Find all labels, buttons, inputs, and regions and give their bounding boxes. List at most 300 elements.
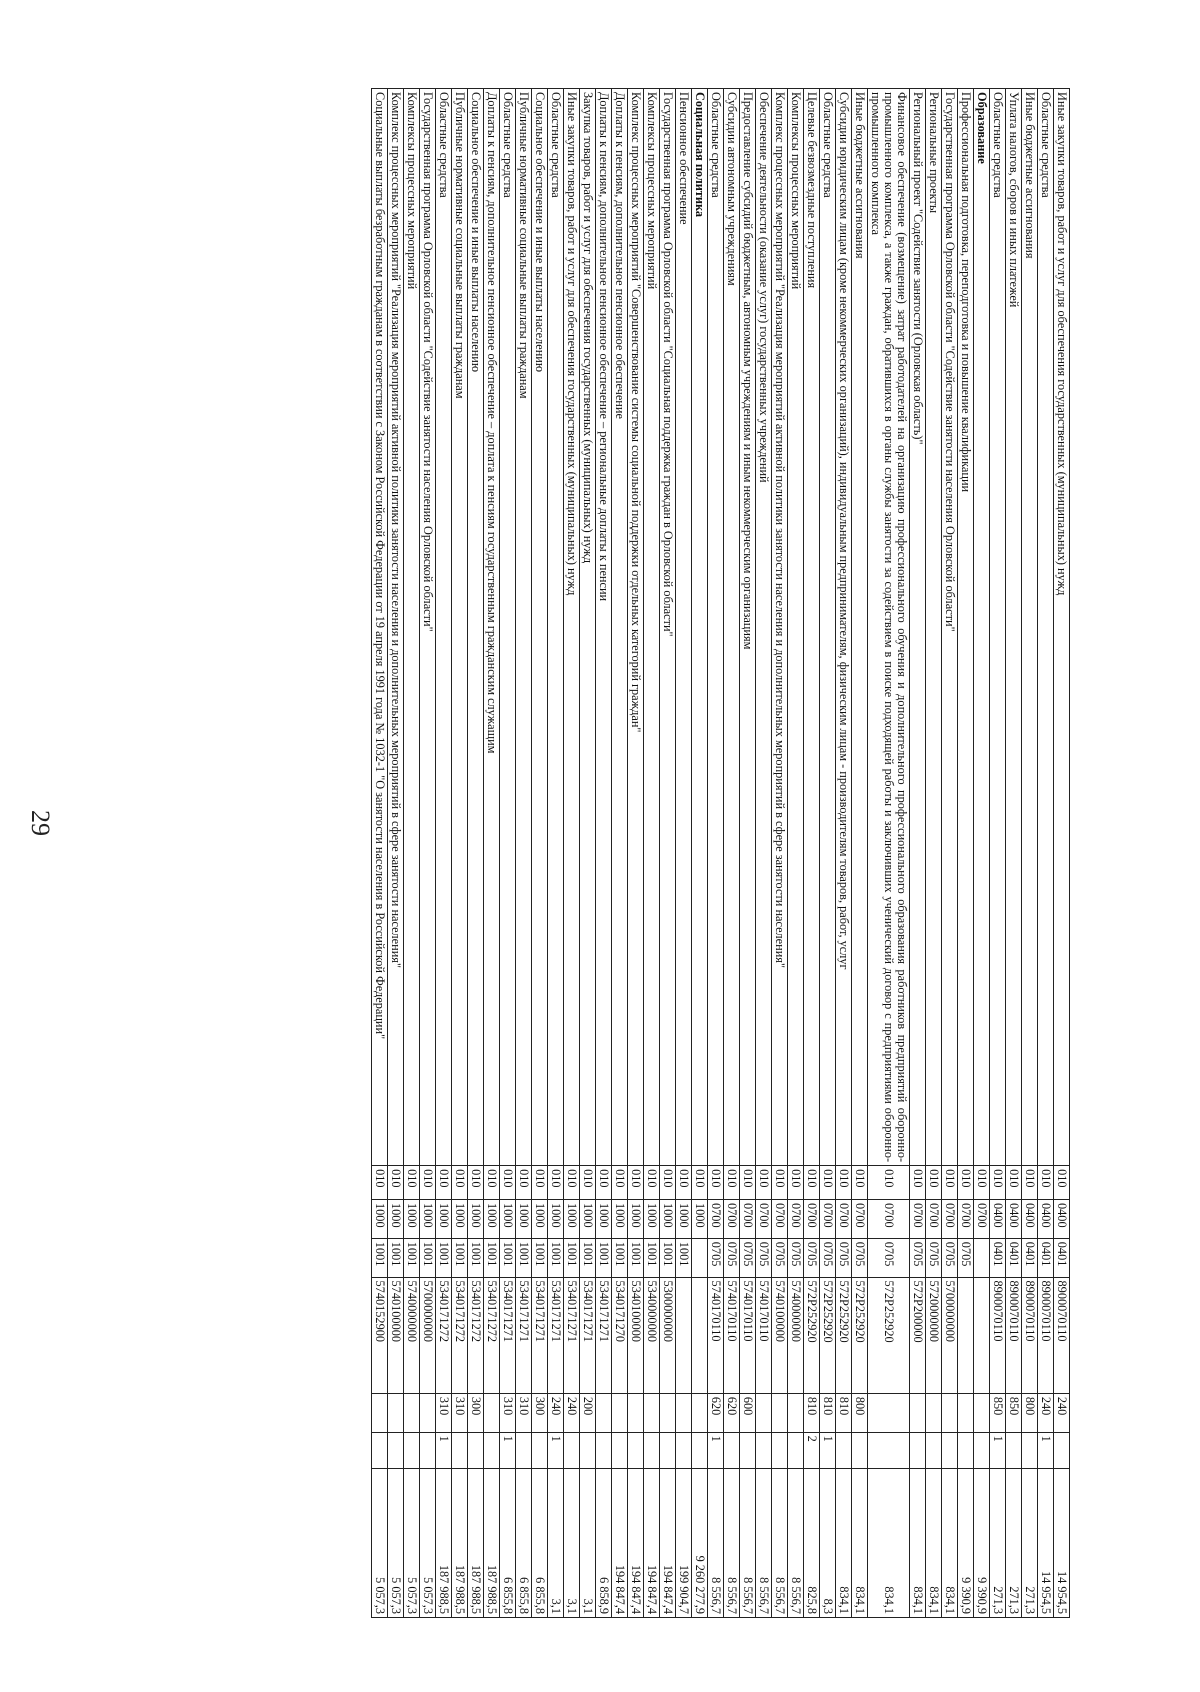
- row-name: Целевые безвозмездные поступления: [804, 89, 820, 1166]
- row-grbs: 010: [532, 1166, 548, 1200]
- row-section: 0700: [772, 1200, 788, 1239]
- row-target-article: 8900070110: [1038, 1277, 1054, 1393]
- row-name: Иные бюджетные ассигнования: [852, 89, 868, 1166]
- row-name: Комплекс процессных мероприятий "Реализация мероприятий активной политики занятости населения и дополнительных мероприятий в сфере занятости населения": [772, 89, 788, 1166]
- row-section: 1000: [692, 1200, 708, 1239]
- row-amount: 9 390,9: [974, 1468, 990, 1617]
- row-grbs: 010: [804, 1166, 820, 1200]
- row-target-article: 5700000000: [942, 1277, 958, 1393]
- row-amount: 3,1: [580, 1468, 596, 1617]
- row-grbs: 010: [404, 1166, 420, 1200]
- row-amount: 834,1: [926, 1468, 942, 1617]
- row-grbs: 010: [958, 1166, 974, 1200]
- row-section: 1000: [468, 1200, 484, 1239]
- row-subsection: 1001: [564, 1238, 580, 1277]
- row-expense-type: [868, 1393, 910, 1432]
- row-name: Комплекс процессных мероприятий "Реализация мероприятий активной политики занятости населения и дополнительных мероприятий в сфере занятости населения": [388, 89, 404, 1166]
- row-source-code: [1022, 1432, 1038, 1468]
- row-amount: 8,3: [820, 1468, 836, 1617]
- row-expense-type: [644, 1393, 660, 1432]
- row-subsection: 1001: [388, 1238, 404, 1277]
- row-section: 0400: [990, 1200, 1006, 1239]
- row-source-code: [942, 1432, 958, 1468]
- table-row: [942, 89, 958, 1618]
- row-target-article: 8900070110: [1006, 1277, 1022, 1393]
- table-row: [926, 89, 942, 1618]
- row-target-article: 5740000000: [788, 1277, 804, 1393]
- row-expense-type: 810: [804, 1393, 820, 1432]
- row-name: Региональные проекты: [926, 89, 942, 1166]
- row-expense-type: [628, 1393, 644, 1432]
- row-source-code: [868, 1432, 910, 1468]
- row-expense-type: 310: [452, 1393, 468, 1432]
- table-row: [596, 89, 612, 1618]
- table-row: [372, 89, 388, 1618]
- row-name: Социальная политика: [692, 89, 708, 1166]
- row-target-article: 5720000000: [926, 1277, 942, 1393]
- row-name: Доплаты к пенсиям, дополнительное пенсионное обеспечение – региональные доплаты к пенсии: [596, 89, 612, 1166]
- row-expense-type: [958, 1393, 974, 1432]
- row-section: 1000: [404, 1200, 420, 1239]
- row-grbs: 010: [452, 1166, 468, 1200]
- row-expense-type: [692, 1393, 708, 1432]
- row-section: 1000: [548, 1200, 564, 1239]
- row-amount: 194 847,4: [644, 1468, 660, 1617]
- table-row: [910, 89, 926, 1618]
- row-section: 0700: [836, 1200, 852, 1239]
- row-subsection: 1001: [404, 1238, 420, 1277]
- row-source-code: [958, 1432, 974, 1468]
- row-target-article: 5340171271: [564, 1277, 580, 1393]
- row-section: 1000: [436, 1200, 452, 1239]
- row-section: 1000: [372, 1200, 388, 1239]
- row-target-article: 5300000000: [660, 1277, 676, 1393]
- row-grbs: 010: [942, 1166, 958, 1200]
- row-target-article: 572P252920: [868, 1277, 910, 1393]
- row-grbs: 010: [836, 1166, 852, 1200]
- row-expense-type: [660, 1393, 676, 1432]
- row-subsection: 0705: [724, 1238, 740, 1277]
- row-amount: 8 556,7: [788, 1468, 804, 1617]
- row-amount: 194 847,4: [628, 1468, 644, 1617]
- row-expense-type: 810: [820, 1393, 836, 1432]
- row-grbs: 010: [692, 1166, 708, 1200]
- row-grbs: 010: [660, 1166, 676, 1200]
- row-expense-type: [772, 1393, 788, 1432]
- row-subsection: 1001: [500, 1238, 516, 1277]
- row-name: Областные средства: [436, 89, 452, 1166]
- row-name: Иные бюджетные ассигнования: [1022, 89, 1038, 1166]
- row-amount: 9 260 277,9: [692, 1468, 708, 1617]
- row-source-code: [564, 1432, 580, 1468]
- row-source-code: 1: [990, 1432, 1006, 1468]
- row-subsection: 1001: [644, 1238, 660, 1277]
- row-expense-type: [596, 1393, 612, 1432]
- row-source-code: [516, 1432, 532, 1468]
- row-section: 0700: [804, 1200, 820, 1239]
- table-row: [452, 89, 468, 1618]
- row-section: 0400: [1006, 1200, 1022, 1239]
- row-grbs: 010: [926, 1166, 942, 1200]
- table-row: [740, 89, 756, 1618]
- table-row: [772, 89, 788, 1618]
- row-subsection: 0705: [820, 1238, 836, 1277]
- row-target-article: 572P252920: [804, 1277, 820, 1393]
- page-number: 29: [26, 810, 55, 836]
- row-source-code: [788, 1432, 804, 1468]
- table-row: [516, 89, 532, 1618]
- row-section: 1000: [532, 1200, 548, 1239]
- row-section: 0700: [724, 1200, 740, 1239]
- row-expense-type: [404, 1393, 420, 1432]
- row-subsection: 0705: [708, 1238, 724, 1277]
- table-row: [1038, 89, 1054, 1618]
- row-target-article: 8900070110: [1022, 1277, 1038, 1393]
- row-target-article: 5700000000: [420, 1277, 436, 1393]
- row-expense-type: 850: [1006, 1393, 1022, 1432]
- row-expense-type: 300: [468, 1393, 484, 1432]
- row-expense-type: 800: [852, 1393, 868, 1432]
- row-source-code: [372, 1432, 388, 1468]
- row-target-article: 5340000000: [644, 1277, 660, 1393]
- row-grbs: 010: [564, 1166, 580, 1200]
- row-grbs: 010: [788, 1166, 804, 1200]
- row-section: 0700: [788, 1200, 804, 1239]
- row-name: Уплата налогов, сборов и иных платежей: [1006, 89, 1022, 1166]
- row-target-article: [676, 1277, 692, 1393]
- row-source-code: [420, 1432, 436, 1468]
- row-section: 0700: [756, 1200, 772, 1239]
- row-section: 0700: [974, 1200, 990, 1239]
- row-name: Государственная программа Орловской области "Социальная поддержка граждан в Орловской области": [660, 89, 676, 1166]
- row-source-code: [676, 1432, 692, 1468]
- row-name: Субсидии юридическим лицам (кроме некоммерческих организаций), индивидуальным предпринимателям, физическим лицам - производителям товаров, работ, услуг: [836, 89, 852, 1166]
- table-row: [660, 89, 676, 1618]
- row-name: Закупка товаров, работ и услуг для обеспечения государственных (муниципальных) нужд: [580, 89, 596, 1166]
- row-grbs: 010: [676, 1166, 692, 1200]
- row-expense-type: 240: [1038, 1393, 1054, 1432]
- row-source-code: 2: [804, 1432, 820, 1468]
- table-row: [676, 89, 692, 1618]
- row-name: Социальное обеспечение и иные выплаты населению: [468, 89, 484, 1166]
- row-name: Публичные нормативные социальные выплаты гражданам: [516, 89, 532, 1166]
- row-subsection: 1001: [580, 1238, 596, 1277]
- row-subsection: 1001: [612, 1238, 628, 1277]
- row-expense-type: 620: [724, 1393, 740, 1432]
- row-subsection: 0705: [772, 1238, 788, 1277]
- row-grbs: 010: [974, 1166, 990, 1200]
- row-expense-type: 310: [516, 1393, 532, 1432]
- row-grbs: 010: [724, 1166, 740, 1200]
- row-section: 0400: [1054, 1200, 1070, 1239]
- row-name: Доплаты к пенсиям, дополнительное пенсионное обеспечение – доплата к пенсиям государственным гражданским служащим: [484, 89, 500, 1166]
- row-grbs: 010: [580, 1166, 596, 1200]
- row-amount: 14 954,5: [1038, 1468, 1054, 1617]
- row-grbs: 010: [1038, 1166, 1054, 1200]
- row-source-code: [628, 1432, 644, 1468]
- row-target-article: 5740170110: [724, 1277, 740, 1393]
- row-amount: 834,1: [942, 1468, 958, 1617]
- row-target-article: 5340171271: [516, 1277, 532, 1393]
- row-source-code: [1006, 1432, 1022, 1468]
- row-expense-type: [756, 1393, 772, 1432]
- row-grbs: 010: [772, 1166, 788, 1200]
- row-section: 0700: [852, 1200, 868, 1239]
- row-source-code: [772, 1432, 788, 1468]
- row-target-article: 8900070110: [1054, 1277, 1070, 1393]
- row-target-article: [958, 1277, 974, 1393]
- row-subsection: 0705: [910, 1238, 926, 1277]
- row-grbs: 010: [484, 1166, 500, 1200]
- row-grbs: 010: [852, 1166, 868, 1200]
- row-source-code: [660, 1432, 676, 1468]
- row-section: 1000: [420, 1200, 436, 1239]
- row-target-article: 5740170110: [740, 1277, 756, 1393]
- row-source-code: [644, 1432, 660, 1468]
- row-expense-type: 240: [548, 1393, 564, 1432]
- row-subsection: 1001: [436, 1238, 452, 1277]
- row-amount: 5 057,3: [420, 1468, 436, 1617]
- row-expense-type: 300: [532, 1393, 548, 1432]
- row-expense-type: [484, 1393, 500, 1432]
- row-expense-type: [942, 1393, 958, 1432]
- row-subsection: 0705: [788, 1238, 804, 1277]
- row-name: Комплекс процессных мероприятий "Совершенствование системы социальной поддержки отдельных категорий граждан": [628, 89, 644, 1166]
- row-grbs: 010: [708, 1166, 724, 1200]
- row-subsection: 0705: [868, 1238, 910, 1277]
- row-amount: 8 556,7: [740, 1468, 756, 1617]
- row-subsection: 0401: [1054, 1238, 1070, 1277]
- row-section: 1000: [660, 1200, 676, 1239]
- budget-table-body: [372, 89, 1070, 1618]
- row-name: Комплексы процессных мероприятий: [404, 89, 420, 1166]
- row-source-code: 1: [436, 1432, 452, 1468]
- row-subsection: 0401: [1006, 1238, 1022, 1277]
- row-grbs: 010: [820, 1166, 836, 1200]
- row-section: 1000: [644, 1200, 660, 1239]
- row-grbs: 010: [644, 1166, 660, 1200]
- row-target-article: [974, 1277, 990, 1393]
- rotated-page: [110, 88, 1070, 1618]
- table-row: [564, 89, 580, 1618]
- row-subsection: 1001: [660, 1238, 676, 1277]
- row-amount: 834,1: [852, 1468, 868, 1617]
- row-target-article: 5340171271: [532, 1277, 548, 1393]
- row-name: Обеспечение деятельности (оказание услуг) государственных учреждений: [756, 89, 772, 1166]
- row-target-article: [692, 1277, 708, 1393]
- row-name: Государственная программа Орловской области "Содействие занятости населения Орловской области": [420, 89, 436, 1166]
- row-grbs: 010: [436, 1166, 452, 1200]
- table-row: [388, 89, 404, 1618]
- row-name: Предоставление субсидий бюджетным, автономным учреждениям и иным некоммерческим организациям: [740, 89, 756, 1166]
- row-name: Социальное обеспечение и иные выплаты населению: [532, 89, 548, 1166]
- row-amount: 834,1: [868, 1468, 910, 1617]
- row-amount: 187 988,5: [484, 1468, 500, 1617]
- table-row: [868, 89, 910, 1618]
- row-section: 1000: [484, 1200, 500, 1239]
- row-expense-type: [788, 1393, 804, 1432]
- row-source-code: 1: [1038, 1432, 1054, 1468]
- row-target-article: 5740170110: [708, 1277, 724, 1393]
- row-amount: 271,3: [990, 1468, 1006, 1617]
- table-row: [756, 89, 772, 1618]
- row-subsection: [692, 1238, 708, 1277]
- row-expense-type: 810: [836, 1393, 852, 1432]
- row-section: 0700: [958, 1200, 974, 1239]
- row-source-code: [452, 1432, 468, 1468]
- row-subsection: 0401: [1022, 1238, 1038, 1277]
- row-grbs: 010: [596, 1166, 612, 1200]
- row-source-code: [532, 1432, 548, 1468]
- row-grbs: 010: [468, 1166, 484, 1200]
- row-section: 1000: [676, 1200, 692, 1239]
- row-expense-type: [926, 1393, 942, 1432]
- row-name: Образование: [974, 89, 990, 1166]
- row-target-article: 5740170110: [756, 1277, 772, 1393]
- row-target-article: 572P200000: [910, 1277, 926, 1393]
- row-source-code: [910, 1432, 926, 1468]
- row-amount: 187 988,5: [468, 1468, 484, 1617]
- row-subsection: 0705: [958, 1238, 974, 1277]
- row-amount: 6 855,8: [532, 1468, 548, 1617]
- table-row: [974, 89, 990, 1618]
- row-grbs: 010: [756, 1166, 772, 1200]
- row-subsection: [974, 1238, 990, 1277]
- row-expense-type: [612, 1393, 628, 1432]
- row-grbs: 010: [548, 1166, 564, 1200]
- row-name: Государственная программа Орловской области "Содействие занятости населения Орловской области": [942, 89, 958, 1166]
- table-row: [990, 89, 1006, 1618]
- table-row: [404, 89, 420, 1618]
- row-target-article: 5340171272: [436, 1277, 452, 1393]
- row-grbs: 010: [740, 1166, 756, 1200]
- row-section: 0700: [708, 1200, 724, 1239]
- row-amount: 271,3: [1022, 1468, 1038, 1617]
- table-row: [852, 89, 868, 1618]
- row-target-article: 5340100000: [628, 1277, 644, 1393]
- row-amount: 3,1: [548, 1468, 564, 1617]
- row-amount: 825,8: [804, 1468, 820, 1617]
- row-grbs: 010: [1022, 1166, 1038, 1200]
- row-source-code: [974, 1432, 990, 1468]
- row-target-article: 5340171272: [484, 1277, 500, 1393]
- row-expense-type: 850: [990, 1393, 1006, 1432]
- row-subsection: 1001: [532, 1238, 548, 1277]
- table-row: [958, 89, 974, 1618]
- table-row: [788, 89, 804, 1618]
- row-expense-type: [910, 1393, 926, 1432]
- row-source-code: [404, 1432, 420, 1468]
- row-target-article: 5340171271: [580, 1277, 596, 1393]
- table-row: [1022, 89, 1038, 1618]
- row-grbs: 010: [990, 1166, 1006, 1200]
- row-source-code: 1: [708, 1432, 724, 1468]
- row-amount: 8 556,7: [708, 1468, 724, 1617]
- row-source-code: [580, 1432, 596, 1468]
- table-row: [484, 89, 500, 1618]
- row-grbs: 010: [868, 1166, 910, 1200]
- row-amount: 199 904,7: [676, 1468, 692, 1617]
- table-row: [436, 89, 452, 1618]
- row-target-article: 5340171271: [500, 1277, 516, 1393]
- row-expense-type: 240: [1054, 1393, 1070, 1432]
- row-section: 1000: [580, 1200, 596, 1239]
- table-row: [644, 89, 660, 1618]
- row-amount: 9 390,9: [958, 1468, 974, 1617]
- row-amount: 14 954,5: [1054, 1468, 1070, 1617]
- table-row: [548, 89, 564, 1618]
- row-source-code: 1: [548, 1432, 564, 1468]
- row-section: 1000: [388, 1200, 404, 1239]
- row-subsection: 0401: [1038, 1238, 1054, 1277]
- row-section: 0400: [1022, 1200, 1038, 1239]
- table-row: [820, 89, 836, 1618]
- row-amount: 194 847,4: [612, 1468, 628, 1617]
- row-expense-type: [974, 1393, 990, 1432]
- table-row: [468, 89, 484, 1618]
- row-amount: 834,1: [910, 1468, 926, 1617]
- row-subsection: 1001: [468, 1238, 484, 1277]
- row-amount: 8 556,7: [772, 1468, 788, 1617]
- row-section: 0700: [926, 1200, 942, 1239]
- row-subsection: 1001: [372, 1238, 388, 1277]
- row-name: Областные средства: [500, 89, 516, 1166]
- row-target-article: 5340171271: [596, 1277, 612, 1393]
- row-source-code: [692, 1432, 708, 1468]
- table-row: [628, 89, 644, 1618]
- row-expense-type: 310: [500, 1393, 516, 1432]
- row-expense-type: 620: [708, 1393, 724, 1432]
- row-target-article: 5340171272: [452, 1277, 468, 1393]
- row-expense-type: [676, 1393, 692, 1432]
- row-name: Иные закупки товаров, работ и услуг для обеспечения государственных (муниципальных) нужд: [564, 89, 580, 1166]
- row-amount: 187 988,5: [436, 1468, 452, 1617]
- row-grbs: 010: [372, 1166, 388, 1200]
- row-subsection: 0401: [990, 1238, 1006, 1277]
- row-amount: 5 057,3: [404, 1468, 420, 1617]
- table-row: [692, 89, 708, 1618]
- table-row: [612, 89, 628, 1618]
- row-expense-type: [420, 1393, 436, 1432]
- row-expense-type: [388, 1393, 404, 1432]
- row-subsection: 0705: [942, 1238, 958, 1277]
- row-name: Публичные нормативные социальные выплаты гражданам: [452, 89, 468, 1166]
- row-name: Областные средства: [820, 89, 836, 1166]
- row-subsection: 0705: [836, 1238, 852, 1277]
- row-subsection: 1001: [484, 1238, 500, 1277]
- row-section: 0700: [820, 1200, 836, 1239]
- row-target-article: 5340171271: [548, 1277, 564, 1393]
- row-name: Региональный проект "Содействие занятости (Орловская область)": [910, 89, 926, 1166]
- row-target-article: 572P252920: [820, 1277, 836, 1393]
- row-expense-type: [372, 1393, 388, 1432]
- row-amount: 8 556,7: [724, 1468, 740, 1617]
- row-source-code: [926, 1432, 942, 1468]
- row-subsection: 0705: [926, 1238, 942, 1277]
- row-source-code: [468, 1432, 484, 1468]
- row-name: Профессиональная подготовка, переподготовка и повышение квалификации: [958, 89, 974, 1166]
- row-subsection: 1001: [452, 1238, 468, 1277]
- row-target-article: 5740000000: [404, 1277, 420, 1393]
- table-row: [500, 89, 516, 1618]
- row-grbs: 010: [420, 1166, 436, 1200]
- row-grbs: 010: [910, 1166, 926, 1200]
- row-source-code: [756, 1432, 772, 1468]
- row-section: 1000: [452, 1200, 468, 1239]
- row-subsection: 1001: [420, 1238, 436, 1277]
- row-source-code: [1054, 1432, 1070, 1468]
- row-name: Комплексы процессных мероприятий: [788, 89, 804, 1166]
